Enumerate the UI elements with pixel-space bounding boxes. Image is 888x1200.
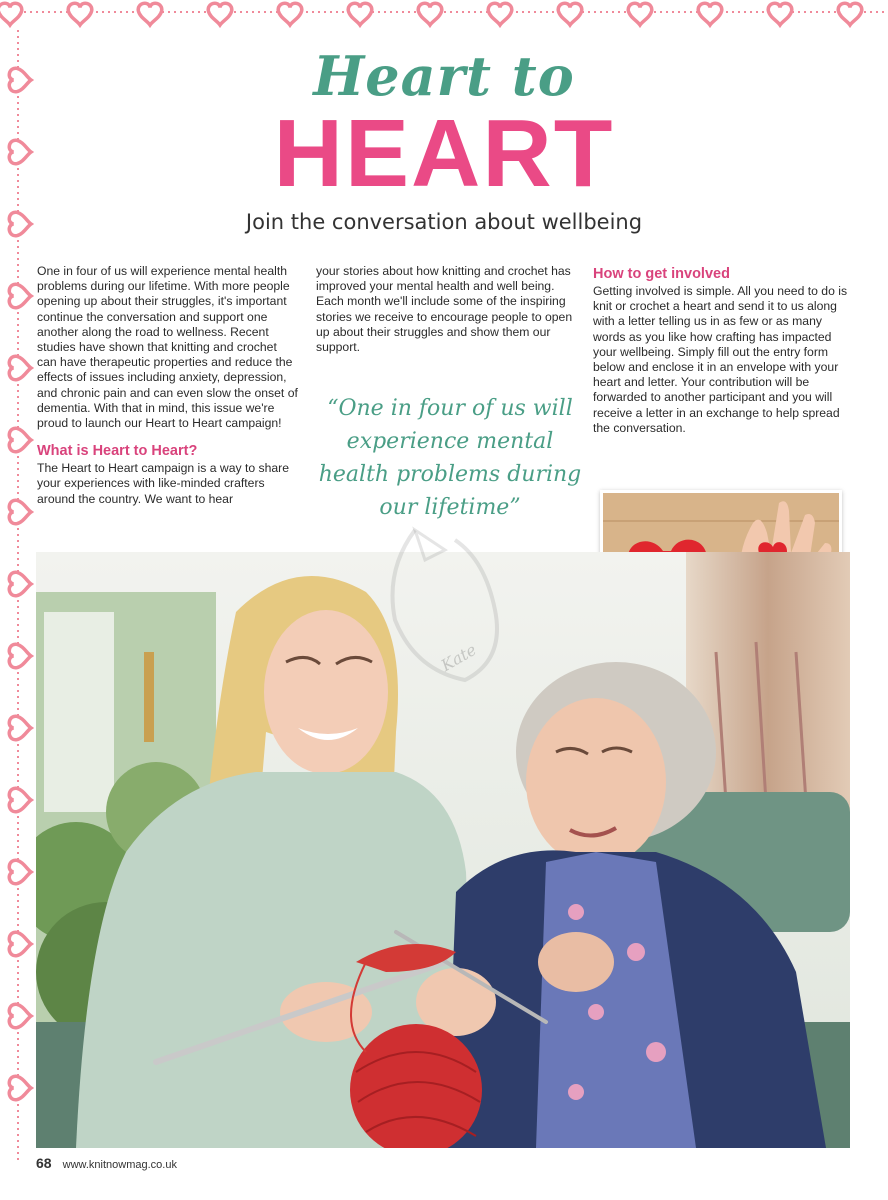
heart-border-icon xyxy=(9,932,31,956)
page-footer xyxy=(36,1155,177,1171)
heart-border-icon xyxy=(138,3,162,25)
heart-border-icon xyxy=(9,644,31,668)
heart-border-icon xyxy=(278,3,302,25)
what-is-heading: What is Heart to Heart? xyxy=(37,443,198,460)
website-link[interactable]: www.knitnowmag.co.uk xyxy=(62,1159,177,1171)
cat-watermark-icon xyxy=(375,510,515,710)
heart-border-icon xyxy=(9,500,31,524)
how-to-paragraph: Getting involved is simple. All you need to do is knit or crochet a heart and send it to us along with a letter telling us in as few or as many words as you like how crafting has impacted your wellbeing. Simply fill out the entry form below and enclose it in an envelope with your heart and letter. Your contribution will be forwarded to another participant and you will receive a letter in an exchange to help spread the conversation. xyxy=(593,284,848,435)
pull-quote: “One in four of us will experience mental health problems during our lifetime” xyxy=(318,396,582,520)
heart-border-top xyxy=(0,0,888,30)
stories-paragraph: your stories about how knitting and crochet has improved your mental health and well being. Each month we'll include some of the inspiring stories we receive to encourage people to open up about their struggles and show them our support. xyxy=(316,264,573,355)
column-1 xyxy=(37,264,299,507)
heart-border-icon xyxy=(628,3,652,25)
heart-border-icon xyxy=(838,3,862,25)
title-heart: HEART xyxy=(273,100,615,207)
subtitle: Join the conversation about wellbeing xyxy=(245,210,643,234)
heart-border-icon xyxy=(9,284,31,308)
heart-border-icon xyxy=(68,3,92,25)
heart-border-icon xyxy=(0,3,22,25)
heart-border-icon xyxy=(9,428,31,452)
heart-border-icon xyxy=(9,356,31,380)
heart-border-icon xyxy=(9,572,31,596)
heart-border-icon xyxy=(698,3,722,25)
heart-border-icon xyxy=(9,788,31,812)
heart-border-icon xyxy=(9,1004,31,1028)
column-2 xyxy=(316,264,574,355)
heart-border-icon xyxy=(488,3,512,25)
page-number: 68 xyxy=(36,1155,52,1171)
heart-border-icon xyxy=(418,3,442,25)
intro-paragraph: One in four of us will experience mental health problems during our lifetime. With more people opening up about their struggles, it's important continue the conversation and support one another along the road to wellness. Recent studies have shown that knitting and crochet can have therapeutic properties and reduce the effects of issues including anxiety, depression, and chronic pain and can even slow the onset of dementia. With that in mind, this issue we're proud to launch our Heart to Heart campaign! xyxy=(37,264,298,431)
column-3 xyxy=(593,266,855,436)
title-script: Heart to xyxy=(313,44,575,108)
heart-border-icon xyxy=(9,1076,31,1100)
heart-border-icon xyxy=(558,3,582,25)
how-to-heading: How to get involved xyxy=(593,266,730,282)
heart-border-icon xyxy=(9,860,31,884)
heart-border-icon xyxy=(9,716,31,740)
watermark-text: Kate xyxy=(437,639,480,676)
heart-border-icon xyxy=(768,3,792,25)
heart-border-icon xyxy=(348,3,372,25)
heart-border-icon xyxy=(208,3,232,25)
what-is-paragraph: The Heart to Heart campaign is a way to share your experiences with like-minded crafters around the country. We want to hear xyxy=(37,461,289,506)
